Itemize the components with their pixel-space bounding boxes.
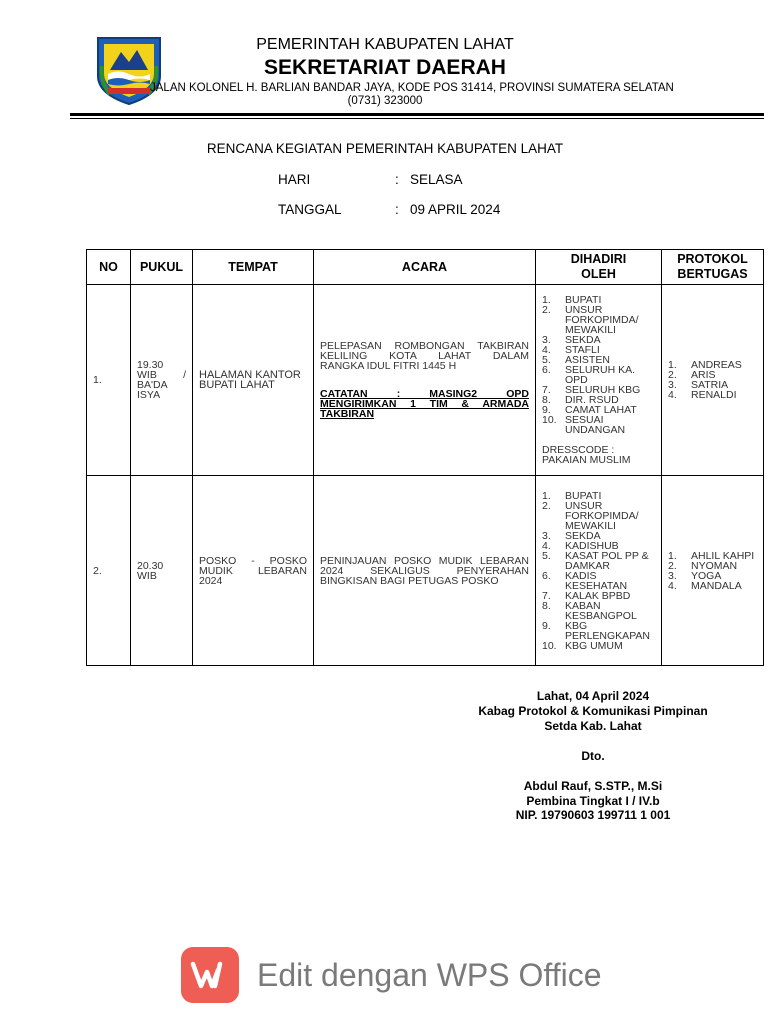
acara-line: RANGKA IDUL FITRI 1445 H <box>320 360 457 372</box>
list-item-text: KADIS KESEHATAN <box>565 569 628 592</box>
header-dihadiri-line1: DIHADIRI <box>570 252 627 266</box>
list-item-number: 3. <box>542 529 551 542</box>
list-item-text: ARIS <box>691 369 716 381</box>
list-item-text: AHLIL KAHPI <box>691 549 755 562</box>
list-item-number: 1. <box>542 489 551 502</box>
dihadiri-list <box>536 295 661 435</box>
list-item <box>542 531 657 541</box>
header-phone: (0731) 323000 <box>347 95 423 107</box>
tempat-text <box>193 556 313 586</box>
list-item-text: SEKDA <box>565 334 601 346</box>
hari-label: HARI <box>278 172 311 187</box>
pukul-text <box>131 360 192 400</box>
list-item-number: 5. <box>542 354 551 366</box>
tempat-line: MUDIK LEBARAN <box>199 564 307 577</box>
header-divider-thin <box>70 118 764 119</box>
cell-protokol <box>662 285 764 476</box>
list-item <box>668 581 759 591</box>
wps-watermark[interactable] <box>181 946 601 1004</box>
schedule-table <box>86 249 764 666</box>
list-item-text: BUPATI <box>565 489 602 502</box>
header-protokol-line1: PROTOKOL <box>677 252 748 266</box>
hari-separator: : <box>395 172 399 187</box>
list-item <box>668 551 759 561</box>
list-item-text: STAFLI <box>565 344 600 356</box>
table-header-row <box>87 250 764 285</box>
list-item-text: CAMAT LAHAT <box>565 404 637 416</box>
list-item <box>542 365 657 385</box>
list-item <box>668 561 759 571</box>
list-item-number: 1. <box>668 549 677 562</box>
acara-line: KELILING KOTA LAHAT DALAM <box>320 350 529 362</box>
table-row <box>87 476 764 666</box>
pukul-line: ISYA <box>137 389 161 401</box>
list-item <box>542 415 657 435</box>
list-item-number: 2. <box>668 559 677 572</box>
list-item-number: 5. <box>542 549 551 562</box>
catatan-line: TAKBIRAN <box>320 408 375 420</box>
header-acara: ACARA <box>314 250 536 285</box>
pukul-slash: / <box>183 369 186 381</box>
header-divider-thick <box>70 113 764 116</box>
list-item <box>542 621 657 641</box>
list-item <box>542 501 657 531</box>
list-item-number: 7. <box>542 384 551 396</box>
list-item-number: 4. <box>542 344 551 356</box>
signature-place-date: Lahat, 04 April 2024 <box>536 689 650 703</box>
document-title: RENCANA KEGIATAN PEMERINTAH KABUPATEN LAHAT <box>206 141 564 156</box>
cell-pukul <box>131 476 193 666</box>
list-item-number: 4. <box>668 579 677 592</box>
cell-protokol <box>662 476 764 666</box>
tempat-line: POSKO - POSKO <box>199 554 307 567</box>
signature-rank: Pembina Tingkat I / IV.b <box>526 794 660 808</box>
list-item <box>668 390 759 400</box>
list-item-number: 3. <box>668 379 677 391</box>
list-item-number: 7. <box>542 589 551 602</box>
list-item-number: 1. <box>668 359 677 371</box>
wps-watermark-text: Edit dengan WPS Office <box>257 956 602 993</box>
pukul-line: BA'DA <box>137 379 168 391</box>
list-item <box>542 551 657 571</box>
tempat-line: HALAMAN KANTOR <box>199 369 301 381</box>
header-tempat: TEMPAT <box>193 250 314 285</box>
row-number: 2. <box>93 564 102 577</box>
header-office-name: SEKRETARIAT DAERAH <box>264 56 506 79</box>
cell-no <box>87 476 131 666</box>
cell-tempat <box>193 476 314 666</box>
list-item <box>668 571 759 581</box>
pukul-line: 19.30 <box>137 359 164 371</box>
list-item-text: DIR. RSUD <box>565 394 619 406</box>
list-item-text: SEKDA <box>565 529 601 542</box>
catatan-line: MENGIRIMKAN 1 TIM & ARMADA <box>320 398 529 410</box>
row-number: 1. <box>93 374 102 386</box>
list-item-text: NYOMAN <box>691 559 738 572</box>
signature-position: Kabag Protokol & Komunikasi Pimpinan <box>478 704 708 718</box>
table-row <box>87 285 764 476</box>
pukul-line: 20.30 <box>137 559 164 572</box>
cell-no <box>87 285 131 476</box>
list-item <box>542 591 657 601</box>
catatan-note <box>320 389 529 419</box>
dihadiri-list <box>536 491 661 651</box>
header-dihadiri-line2: OLEH <box>581 267 616 281</box>
signature-name: Abdul Rauf, S.STP., M.Si <box>523 779 663 793</box>
list-item <box>542 491 657 501</box>
acara-line: BINGKISAN BAGI PETUGAS POSKO <box>320 574 499 587</box>
list-item-text: ANDREAS <box>691 359 742 371</box>
list-item-number: 6. <box>542 569 551 582</box>
pukul-line: WIB <box>137 369 157 381</box>
acara-line: 2024 SEKALIGUS PENYERAHAN <box>320 564 529 577</box>
header-protokol-line2: BERTUGAS <box>677 267 748 281</box>
acara-text <box>314 341 535 419</box>
cell-dihadiri <box>536 285 662 476</box>
list-item-number: 2. <box>542 499 551 512</box>
cell-tempat <box>193 285 314 476</box>
list-item-text: KASAT POL PP & DAMKAR <box>565 549 649 572</box>
list-item-number: 6. <box>542 364 551 376</box>
protokol-list <box>662 551 763 591</box>
list-item-text: MANDALA <box>691 579 742 592</box>
list-item-text: BUPATI <box>565 294 602 306</box>
list-item-text: UNSUR FORKOPIMDA/ MEWAKILI <box>565 304 639 336</box>
list-item-text: KADISHUB <box>565 539 619 552</box>
list-item-number: 1. <box>542 294 551 306</box>
header-no: NO <box>87 250 131 285</box>
list-item-number: 9. <box>542 404 551 416</box>
list-item-number: 9. <box>542 619 551 632</box>
tanggal-value: 09 APRIL 2024 <box>410 202 501 217</box>
acara-line: PELEPASAN ROMBONGAN TAKBIRAN <box>320 340 529 352</box>
list-item-text: ASISTEN <box>565 354 610 366</box>
list-item-number: 8. <box>542 599 551 612</box>
cell-pukul <box>131 285 193 476</box>
list-item-text: KBG UMUM <box>565 639 623 652</box>
header-government-name: PEMERINTAH KABUPATEN LAHAT <box>256 36 514 53</box>
tempat-line: BUPATI LAHAT <box>199 379 275 391</box>
pukul-line: WIB <box>137 569 157 582</box>
header-dihadiri <box>536 250 662 285</box>
list-item-number: 4. <box>668 389 677 401</box>
list-item-number: 4. <box>542 539 551 552</box>
signature-nip: NIP. 19790603 199711 1 001 <box>515 808 671 822</box>
header-pukul: PUKUL <box>131 250 193 285</box>
list-item-text: KABAN KESBANGPOL <box>565 599 637 622</box>
list-item-number: 2. <box>542 304 551 316</box>
list-item-number: 3. <box>668 569 677 582</box>
list-item-number: 10. <box>542 639 557 652</box>
list-item-text: UNSUR FORKOPIMDA/ MEWAKILI <box>565 499 639 532</box>
catatan-line: CATATAN : MASING2 OPD <box>320 388 529 400</box>
tempat-line: 2024 <box>199 574 223 587</box>
protokol-list <box>662 360 763 400</box>
dresscode-value: PAKAIAN MUSLIM <box>542 454 631 466</box>
list-item-text: SATRIA <box>691 379 729 391</box>
cell-dihadiri <box>536 476 662 666</box>
list-item-number: 2. <box>668 369 677 381</box>
acara-text <box>314 556 535 586</box>
list-item-number: 8. <box>542 394 551 406</box>
dresscode-label: DRESSCODE : <box>542 444 615 456</box>
signature-office: Setda Kab. Lahat <box>544 719 642 733</box>
tanggal-label: TANGGAL <box>278 202 342 217</box>
list-item <box>542 601 657 621</box>
list-item-text: KALAK BPBD <box>565 589 631 602</box>
list-item <box>542 571 657 591</box>
list-item-text: YOGA <box>691 569 722 582</box>
cell-acara <box>314 476 536 666</box>
list-item <box>542 541 657 551</box>
list-item <box>542 641 657 651</box>
signature-dto: Dto. <box>581 749 605 763</box>
list-item-number: 3. <box>542 334 551 346</box>
list-item-text: SELURUH KA. OPD <box>565 364 636 386</box>
list-item-text: RENALDI <box>691 389 737 401</box>
list-item <box>542 305 657 335</box>
tempat-text <box>193 370 313 390</box>
dresscode <box>536 435 661 465</box>
header-address: JALAN KOLONEL H. BARLIAN BANDAR JAYA, KODE POS 31414, PROVINSI SUMATERA SELATAN <box>150 82 674 94</box>
list-item-text: KBG PERLENGKAPAN <box>565 619 650 642</box>
list-item-number: 10. <box>542 414 557 426</box>
list-item-text: SESUAI UNDANGAN <box>565 414 626 436</box>
hari-value: SELASA <box>410 172 463 187</box>
header-protokol <box>662 250 764 285</box>
wps-logo-icon <box>181 947 239 1003</box>
list-item-text: SELURUH KBG <box>565 384 641 396</box>
acara-line: PENINJAUAN POSKO MUDIK LEBARAN <box>320 554 529 567</box>
pukul-text <box>131 561 192 581</box>
tanggal-separator: : <box>395 202 399 217</box>
cell-acara <box>314 285 536 476</box>
